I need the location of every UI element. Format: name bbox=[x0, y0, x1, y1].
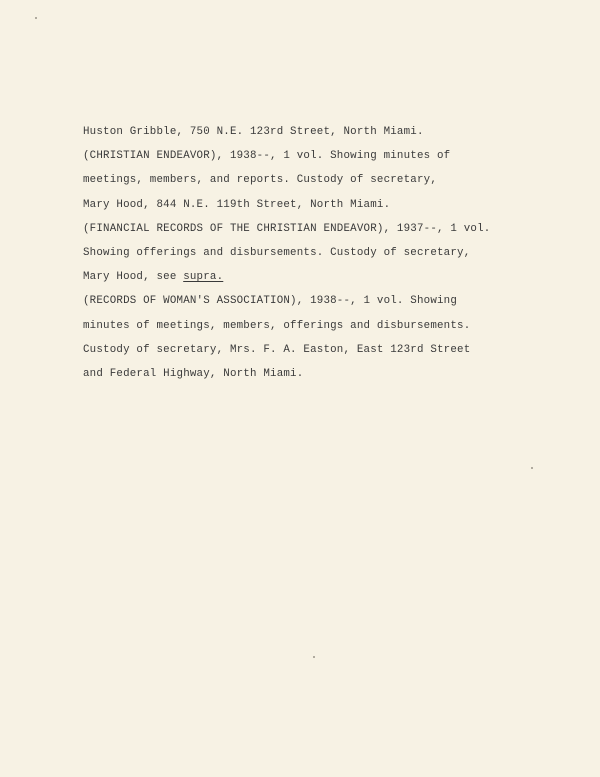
paper-speck bbox=[35, 17, 37, 19]
text-line: Custody of secretary, Mrs. F. A. Easton, East 123rd Street bbox=[83, 343, 471, 356]
text-line: Mary Hood, 844 N.E. 119th Street, North Miami. bbox=[83, 198, 391, 211]
text-line: (RECORDS OF WOMAN'S ASSOCIATION), 1938--, 1 vol. Showing bbox=[83, 295, 458, 308]
paper-speck bbox=[531, 467, 533, 469]
text-line: and Federal Highway, North Miami. bbox=[83, 367, 304, 380]
text-line: Huston Gribble, 750 N.E. 123rd Street, North Miami. bbox=[83, 126, 424, 138]
text-line bbox=[83, 265, 588, 289]
paper-speck bbox=[313, 656, 315, 658]
text-line: Showing offerings and disbursements. Custody of secretary, bbox=[83, 246, 471, 259]
text-line: (CHRISTIAN ENDEAVOR), 1938--, 1 vol. Showing minutes of bbox=[83, 150, 451, 163]
typed-text-block bbox=[83, 120, 588, 386]
text-line: meetings, members, and reports. Custody of secretary, bbox=[83, 174, 437, 187]
text-line: minutes of meetings, members, offerings and disbursements. bbox=[83, 319, 471, 332]
text-segment: Mary Hood, see bbox=[83, 271, 184, 284]
text-line: (FINANCIAL RECORDS OF THE CHRISTIAN ENDEAVOR), 1937--, 1 vol. bbox=[83, 222, 491, 235]
underlined-reference: supra. bbox=[183, 271, 224, 284]
